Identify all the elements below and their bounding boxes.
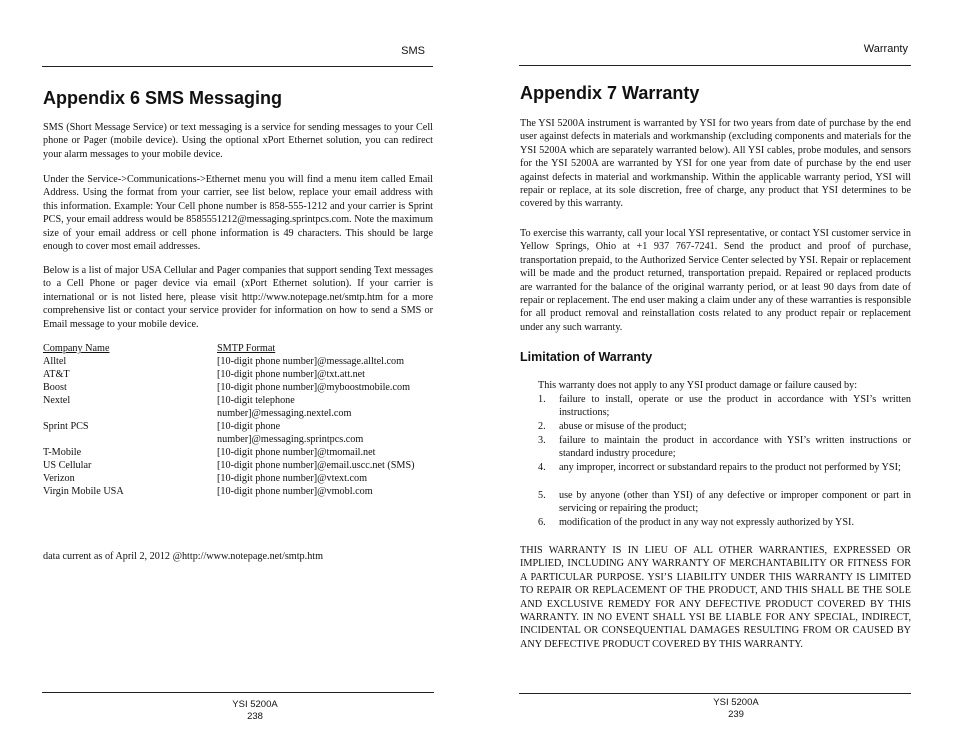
left-header-rule <box>42 66 433 67</box>
list-item-text: failure to maintain the product in accordance with YSI’s written instructions or standard industry procedure; <box>559 435 911 460</box>
page-number: 239 <box>728 709 744 720</box>
smtp-format: [10-digit phone number]@vmobl.com <box>217 486 373 497</box>
page-number: 238 <box>247 711 263 722</box>
smtp-format: [10-digit phone number]@message.alltel.com <box>217 356 405 367</box>
company-name: Alltel <box>43 356 67 367</box>
company-name: Virgin Mobile USA <box>43 486 124 497</box>
data-source-note: data current as of April 2, 2012 @http://www.notepage.net/smtp.htm <box>43 551 324 562</box>
company-name: Verizon <box>43 473 75 484</box>
list-item-number: 2. <box>538 421 546 432</box>
smtp-format: [10-digit phone number]@tmomail.net <box>217 447 376 458</box>
left-paragraph-3: Below is a list of major USA Cellular and Pager companies that support sending Text messages to a Cell Phone or pager device via email (xPort Ethernet solution). If your carrier is international or is not listed here, please visit http://www.notepage.net/smtp.htm for a more comprehensive list or contact your service provider for information on how to send a SMS or Email message to your mobile device. <box>43 265 433 330</box>
footer-model: YSI 5200A <box>232 699 278 710</box>
smtp-format: [10-digit phone number]@txt.att.net <box>217 369 366 380</box>
left-paragraph-2: Under the Service->Communications->Ethernet menu you will find a menu item called Email Address. Using the format from your carrier, see list below, replace your email address with this information. Example: Your Cell phone number is 858-555-1212 and your carrier is Sprint PCS, your email address would be 8585551212@messaging.sprintpcs.com. Note the maximum size of your email address or cell phone information is 49 characters. This should be large enough to cover most email addresses. <box>43 174 433 253</box>
limitation-intro: This warranty does not apply to any YSI product damage or failure caused by: <box>538 380 858 391</box>
list-item-number: 6. <box>538 517 546 528</box>
company-name: T-Mobile <box>43 447 82 458</box>
right-footer-rule <box>519 693 911 694</box>
left-paragraph-1: SMS (Short Message Service) or text messaging is a service for sending messages to your Cell phone or Pager (mobile device). Using the optional xPort Ethernet solution, you can redirect your alarm messages to your mobile device. <box>43 122 433 160</box>
company-name: Sprint PCS <box>43 421 89 432</box>
company-name: AT&T <box>43 369 70 380</box>
list-item-text: use by anyone (other than YSI) of any defective or improper component or part in servicing or repairing the product; <box>559 490 911 515</box>
left-page-title: Appendix 6 SMS Messaging <box>43 88 283 108</box>
warranty-disclaimer: THIS WARRANTY IS IN LIEU OF ALL OTHER WARRANTIES, EXPRESSED OR IMPLIED, INCLUDING ANY WARRANTY OF MERCHANTABILITY OR FITNESS FOR A PARTICULAR PURPOSE. YSI’S LIABILITY UNDER THIS WARRANTY IS LIMITED TO REPAIR OR REPLACEMENT OF THE PRODUCT, AND THIS SHALL BE THE SOLE AND EXCLUSIVE REMEDY FOR ANY DEFECTIVE PRODUCT COVERED BY THIS WARRANTY. IN NO EVENT SHALL YSI BE LIABLE FOR ANY SPECIAL, INDIRECT, INCIDENTAL OR CONSEQUENTIAL DAMAGES RESULTING FROM OR CAUSED BY ANY DEFECTIVE PRODUCT COVERED BY THIS WARRANTY. <box>520 545 911 650</box>
limitation-list <box>520 393 911 533</box>
column-header-company: Company Name <box>43 343 110 354</box>
carrier-table <box>43 342 433 502</box>
column-header-smtp: SMTP Format <box>217 343 276 354</box>
limitation-subtitle: Limitation of Warranty <box>520 350 653 364</box>
right-page-title: Appendix 7 Warranty <box>520 83 700 103</box>
list-item-number: 1. <box>538 394 546 405</box>
right-paragraph-2: To exercise this warranty, call your local YSI representative, or contact YSI customer service in Yellow Springs, Ohio at +1 937 767-7241. Send the product and proof of purchase, transportation prepaid, to the Authorized Service Center selected by YSI. Repair or replacement will be made and the product returned, transportation prepaid. Repaired or replaced products are warranted for the balance of the original warranty period, or at least 90 days from date of repair or replacement. The end user making a claim under any of these warranties is responsible for all product removal and reinstallation costs related to any product repair or replacement under any such warranty. <box>520 228 911 333</box>
smtp-format: [10-digit phone number]@myboostmobile.com <box>217 382 411 393</box>
smtp-format: [10-digit phone number]@vtext.com <box>217 473 367 484</box>
footer-model: YSI 5200A <box>713 697 759 708</box>
left-footer-rule <box>42 692 434 693</box>
smtp-format: [10-digit telephone number]@messaging.nextel.com <box>217 395 352 420</box>
right-header-rule <box>519 65 911 66</box>
smtp-format: [10-digit phone number]@email.uscc.net (SMS) <box>217 460 415 471</box>
list-item-number: 4. <box>538 462 546 473</box>
list-item-text: failure to install, operate or use the product in accordance with YSI’s written instructions; <box>559 394 911 419</box>
left-running-header: SMS <box>401 45 425 57</box>
list-item-text: any improper, incorrect or substandard repairs to the product not performed by YSI; <box>559 462 901 473</box>
company-name: Boost <box>43 382 67 393</box>
list-item-number: 3. <box>538 435 546 446</box>
list-item-number: 5. <box>538 490 546 501</box>
right-running-header: Warranty <box>863 43 908 55</box>
right-paragraph-1: The YSI 5200A instrument is warranted by YSI for two years from date of purchase by the end user against defects in materials and workmanship (excluding components and materials for the YSI 5200A which are separately warranted below). All YSI cables, probe modules, and sensors for the YSI 5200A are warranted by YSI for one year from date of purchase by the end user against defects in material and workmanship. Within the applicable warranty period, YSI will repair or replace, at its sole discretion, free of charge, any product that YSI determines to be covered by this warranty. <box>520 118 911 210</box>
list-item-text: modification of the product in any way not expressly authorized by YSI. <box>559 517 854 528</box>
left-footer <box>215 699 295 723</box>
list-item-text: abuse or misuse of the product; <box>559 421 687 432</box>
smtp-format: [10-digit phone number]@messaging.sprintpcs.com <box>217 421 364 446</box>
company-name: US Cellular <box>43 460 92 471</box>
right-footer <box>696 697 776 721</box>
company-name: Nextel <box>43 395 71 406</box>
